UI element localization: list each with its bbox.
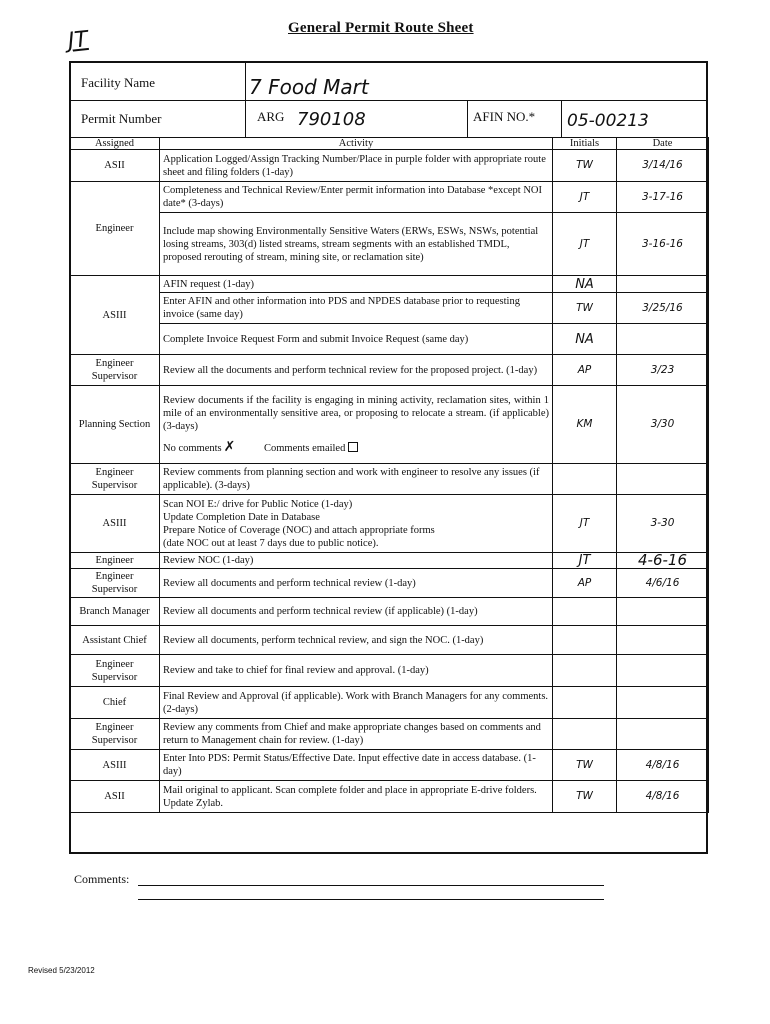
activity-line: Prepare Notice of Coverage (NOC) and attach appropriate forms [163,524,435,536]
initials-cell[interactable]: TW [553,150,617,182]
table-row [70,655,709,687]
col-initials: Initials [553,138,617,150]
table-row [70,750,709,781]
header-divider [71,100,706,101]
initials-cell[interactable]: AP [553,355,617,386]
date-cell[interactable]: 3-16-16 [617,213,709,276]
route-table [69,137,709,813]
table-row [70,324,709,355]
activity-cell [160,386,553,464]
facility-name-value[interactable]: 7 Food Mart [249,75,369,99]
date-cell[interactable] [617,626,709,655]
activity-cell: Review all documents and perform technical review (if applicable) (1-day) [160,598,553,626]
initials-cell[interactable]: JT [553,553,617,569]
no-comments-label: No comments [163,443,222,454]
afin-divider [467,100,468,137]
date-cell[interactable]: 4/8/16 [617,750,709,781]
initials-cell[interactable]: TW [553,781,617,813]
activity-cell: Review and take to chief for final review and approval. (1-day) [160,655,553,687]
date-cell[interactable] [617,598,709,626]
facility-name-label: Facility Name [81,75,156,90]
activity-cell [160,495,553,553]
date-cell[interactable]: 3-30 [617,495,709,553]
afin-value[interactable]: 05-00213 [567,111,649,131]
assigned-cell: ASIII [70,750,160,781]
comments-label: Comments: [74,872,130,886]
date-cell[interactable]: 3/23 [617,355,709,386]
assigned-cell: Engineer Supervisor [70,655,160,687]
date-cell[interactable] [617,719,709,750]
initials-cell[interactable]: TW [553,750,617,781]
activity-cell: Enter Into PDS: Permit Status/Effective Date. Input effective date in access database. (1-day) [160,750,553,781]
table-row [70,355,709,386]
activity-cell: AFIN request (1-day) [160,276,553,293]
header-vertical-divider [245,63,246,137]
activity-cell: Review all documents, perform technical review, and sign the NOC. (1-day) [160,626,553,655]
date-cell[interactable]: 3/14/16 [617,150,709,182]
date-cell[interactable]: 3/25/16 [617,293,709,324]
assigned-cell: Engineer Supervisor [70,355,160,386]
permit-number-label: Permit Number [81,111,162,126]
assigned-cell: ASIII [70,276,160,355]
date-cell[interactable]: 4/6/16 [617,569,709,598]
table-row [70,495,709,553]
afin-value-divider [561,100,562,137]
date-cell[interactable] [617,324,709,355]
assigned-cell: Engineer [70,182,160,276]
assigned-cell: Chief [70,687,160,719]
initials-cell[interactable]: TW [553,293,617,324]
activity-cell: Review any comments from Chief and make appropriate changes based on comments and return to Management chain for review. (1-day) [160,719,553,750]
table-row [70,464,709,495]
date-cell[interactable] [617,276,709,293]
initials-cell[interactable] [553,598,617,626]
comments-emailed-checkbox[interactable] [348,442,358,452]
date-cell[interactable]: 3/30 [617,386,709,464]
initials-cell[interactable]: JT [553,213,617,276]
comments-line-2[interactable] [138,899,604,900]
table-row [70,781,709,813]
assigned-cell: Branch Manager [70,598,160,626]
assigned-cell: Assistant Chief [70,626,160,655]
table-row [70,626,709,655]
initials-cell[interactable] [553,655,617,687]
activity-cell: Review NOC (1-day) [160,553,553,569]
comments-line-1[interactable] [138,885,604,886]
date-cell[interactable] [617,464,709,495]
afin-label: AFIN NO.* [473,109,536,124]
activity-cell: Review all the documents and perform technical review for the proposed project. (1-day) [160,355,553,386]
col-activity: Activity [160,138,553,150]
comments-emailed-label: Comments emailed [263,443,346,454]
activity-cell: Application Logged/Assign Tracking Number/Place in purple folder with appropriate route sheet and filing folders (1-day) [160,150,553,182]
page-title: General Permit Route Sheet [288,20,474,36]
initials-cell[interactable] [553,464,617,495]
activity-cell: Final Review and Approval (if applicable). Work with Branch Managers for any comments. (2-days) [160,687,553,719]
table-row [70,687,709,719]
date-cell[interactable] [617,687,709,719]
activity-line: Scan NOI E:/ drive for Public Notice (1-day) [163,498,353,510]
assigned-cell: ASIII [70,495,160,553]
assigned-cell: Engineer Supervisor [70,464,160,495]
col-assigned: Assigned [70,138,160,150]
assigned-cell: Engineer [70,553,160,569]
initials-cell[interactable]: AP [553,569,617,598]
table-row [70,293,709,324]
initials-cell[interactable]: NA [553,324,617,355]
assigned-cell: ASII [70,150,160,182]
table-row [70,150,709,182]
activity-cell: Complete Invoice Request Form and submit Invoice Request (same day) [160,324,553,355]
date-cell[interactable]: 3-17-16 [617,182,709,213]
table-row [70,213,709,276]
activity-cell: Include map showing Environmentally Sensitive Waters (ERWs, ESWs, NSWs, potential losing streams, 303(d) listed streams, stream segments with an established TMDL, proposed rerouting of stream, mining site, or reclamation site) [160,213,553,276]
initials-cell[interactable]: JT [553,182,617,213]
arg-prefix-label: ARG [257,109,285,124]
table-row [70,569,709,598]
table-row [70,276,709,293]
activity-cell: Review all documents and perform technical review (1-day) [160,569,553,598]
revised-date: Revised 5/23/2012 [28,966,95,975]
date-cell[interactable] [617,655,709,687]
date-cell[interactable]: 4-6-16 [617,553,709,569]
initials-cell[interactable] [553,626,617,655]
initials-cell[interactable] [553,687,617,719]
activity-cell: Review comments from planning section and work with engineer to resolve any issues (if applicable). (3-days) [160,464,553,495]
table-row [70,598,709,626]
initials-cell[interactable]: JT [553,495,617,553]
corner-initials: JT [66,27,90,54]
assigned-cell: Engineer Supervisor [70,719,160,750]
date-cell[interactable]: 4/8/16 [617,781,709,813]
permit-number-value[interactable]: 790108 [297,109,366,130]
assigned-cell: ASII [70,781,160,813]
check-icon[interactable]: ✗ [223,439,236,455]
initials-cell[interactable]: NA [553,276,617,293]
activity-cell: Completeness and Technical Review/Enter permit information into Database *except NOI date* (3-days) [160,182,553,213]
activity-cell: Enter AFIN and other information into PDS and NPDES database prior to requesting invoice (same day) [160,293,553,324]
planning-review-text: Review documents if the facility is engaging in mining activity, reclamation sites, within 1 mile of an environmentally sensitive area, or proposing to relocate a stream. (if applicable) (3-days) [163,395,549,432]
table-row [70,553,709,569]
table-row [70,386,709,464]
column-header-row [70,138,709,150]
col-date: Date [617,138,709,150]
activity-line: Update Completion Date in Database [163,511,320,523]
activity-cell: Mail original to applicant. Scan complete folder and place in appropriate E-drive folders. Update Zylab. [160,781,553,813]
activity-line: (date NOC out at least 7 days due to public notice). [163,537,379,549]
initials-cell[interactable] [553,719,617,750]
assigned-cell: Planning Section [70,386,160,464]
initials-cell[interactable]: KM [553,386,617,464]
assigned-cell: Engineer Supervisor [70,569,160,598]
table-row [70,719,709,750]
table-row [70,182,709,213]
